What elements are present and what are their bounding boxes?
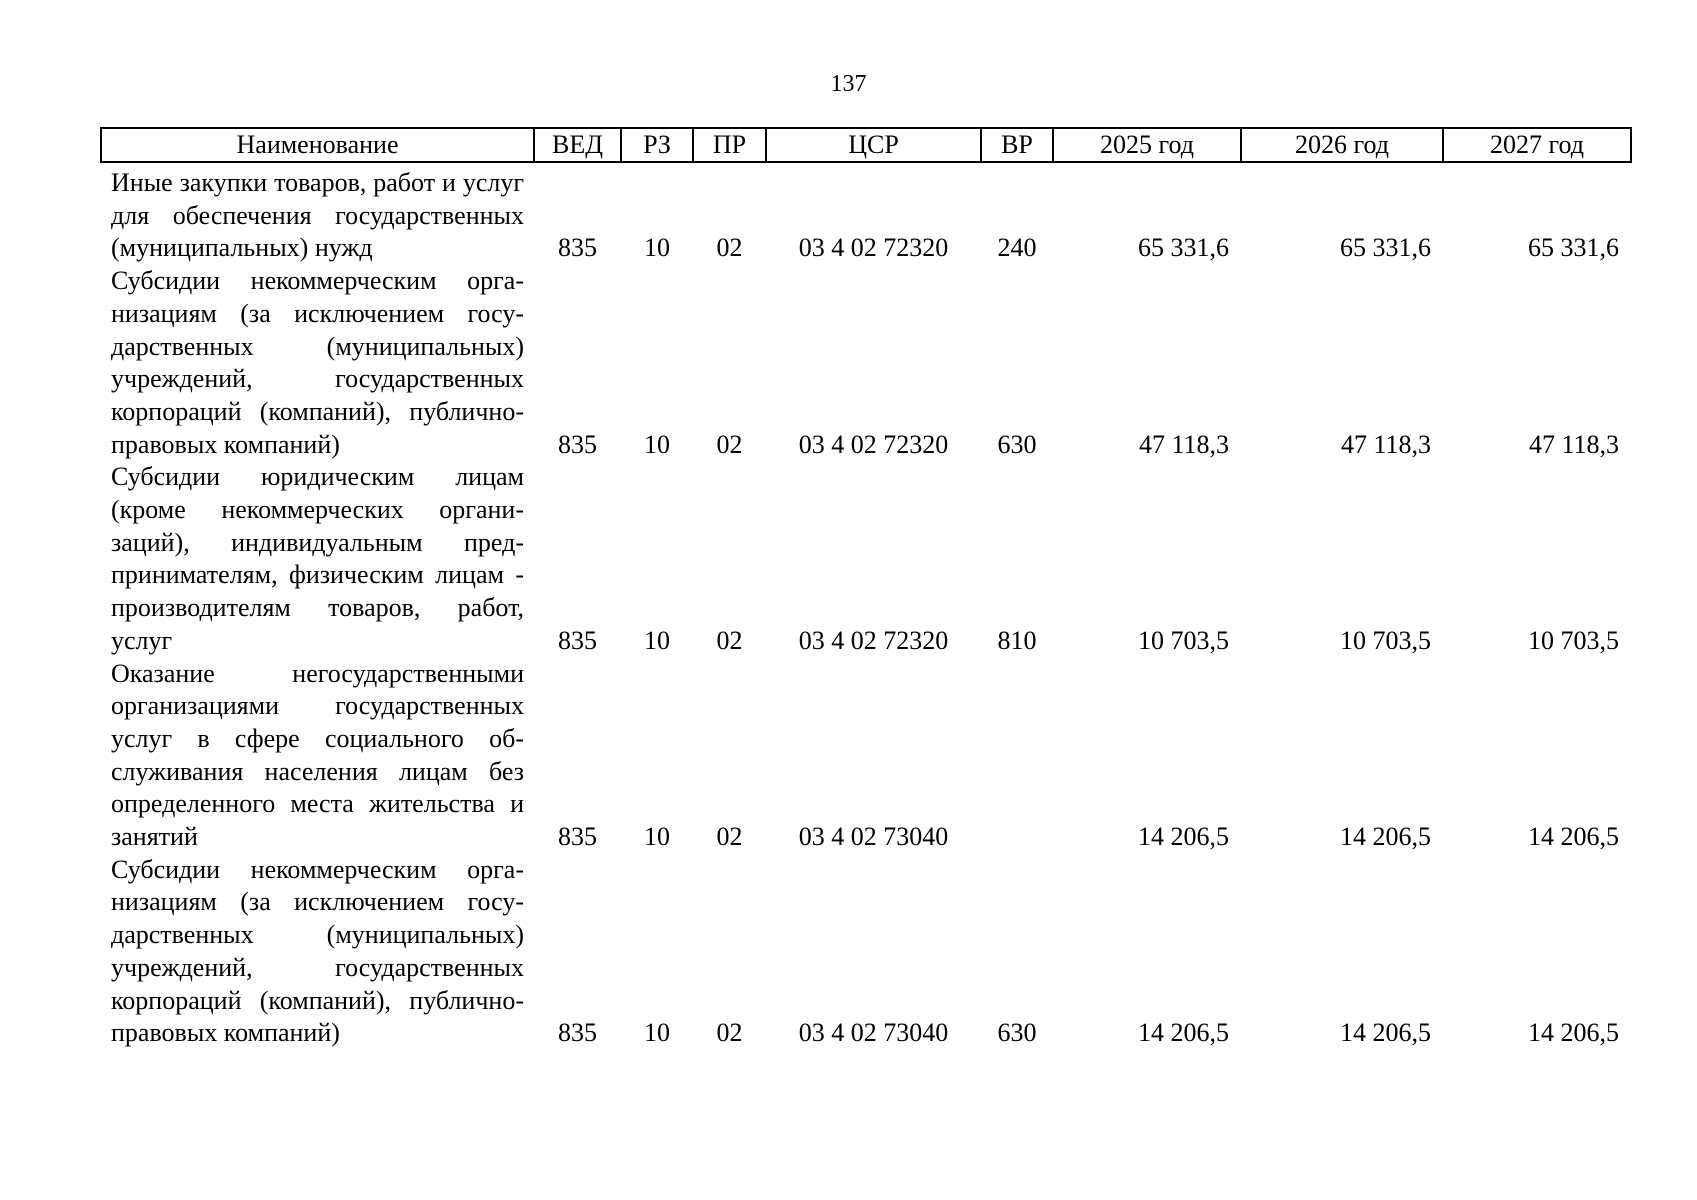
cell-2027: 14 206,5 bbox=[1528, 822, 1619, 852]
cell-2026: 10 703,5 bbox=[1340, 625, 1431, 655]
table-row bbox=[101, 854, 1631, 1050]
cell-name: Иные закупки товаров, работ и услуг для обеспечения государственных (муниципальных) нужд bbox=[111, 168, 524, 263]
budget-table bbox=[100, 127, 1632, 1050]
cell-2025: 14 206,5 bbox=[1138, 1018, 1229, 1048]
cell-2027: 47 118,3 bbox=[1528, 429, 1619, 459]
cell-csr: 03 4 02 72320 bbox=[798, 429, 949, 459]
table-row bbox=[101, 265, 1631, 461]
page-number: 137 bbox=[830, 71, 867, 97]
header-rz: РЗ bbox=[621, 128, 693, 162]
header-pr: ПР bbox=[693, 128, 766, 162]
cell-2027: 65 331,6 bbox=[1528, 233, 1619, 263]
cell-vr: 630 bbox=[997, 1018, 1037, 1048]
cell-2026: 47 118,3 bbox=[1340, 429, 1431, 459]
table-row bbox=[101, 461, 1631, 657]
cell-2025: 14 206,5 bbox=[1138, 822, 1229, 852]
header-2027: 2027 год bbox=[1443, 128, 1631, 162]
cell-2027: 14 206,5 bbox=[1528, 1018, 1619, 1048]
table-row bbox=[101, 658, 1631, 854]
cell-name: Субсидии некоммерческим организациям (за исключением государственных (муниципальных) учреждений, государственных корпораций (компаний), публично-правовых компаний) bbox=[111, 266, 524, 459]
header-2026: 2026 год bbox=[1241, 128, 1443, 162]
cell-rz: 10 bbox=[644, 233, 670, 263]
cell-ved: 835 bbox=[558, 429, 597, 459]
cell-2026: 14 206,5 bbox=[1340, 822, 1431, 852]
cell-name: Оказание негосударственными организациями государственных услуг в сфере социального обслуживания населения лицам без определенного места жительства и занятий bbox=[111, 658, 524, 852]
cell-ved: 835 bbox=[558, 822, 597, 852]
cell-csr: 03 4 02 73040 bbox=[798, 1018, 949, 1048]
cell-ved: 835 bbox=[558, 625, 597, 655]
cell-rz: 10 bbox=[644, 1018, 670, 1048]
cell-pr: 02 bbox=[716, 822, 743, 852]
cell-csr: 03 4 02 72320 bbox=[798, 233, 949, 263]
cell-2025: 10 703,5 bbox=[1138, 625, 1229, 655]
cell-rz: 10 bbox=[644, 429, 670, 459]
table-row bbox=[101, 162, 1631, 265]
cell-vr: 630 bbox=[997, 429, 1037, 459]
cell-ved: 835 bbox=[558, 1018, 597, 1048]
cell-vr bbox=[981, 658, 1053, 854]
header-name: Наименование bbox=[101, 128, 534, 162]
cell-pr: 02 bbox=[716, 625, 743, 655]
cell-csr: 03 4 02 72320 bbox=[798, 625, 949, 655]
cell-pr: 02 bbox=[716, 429, 743, 459]
table-header-row bbox=[101, 128, 1631, 162]
cell-csr: 03 4 02 73040 bbox=[798, 822, 949, 852]
cell-2026: 65 331,6 bbox=[1340, 233, 1431, 263]
cell-name: Субсидии некоммерческим организациям (за исключением государственных (муниципальных) учреждений, государственных корпораций (компаний), публично-правовых компаний) bbox=[111, 854, 524, 1048]
cell-name: Субсидии юридическим лицам (кроме некоммерческих организаций), индивидуальным предпринимателям, физическим лицам - производителям товаров, работ, услуг bbox=[111, 462, 524, 655]
cell-pr: 02 bbox=[716, 233, 743, 263]
header-csr: ЦСР bbox=[766, 128, 981, 162]
header-ved: ВЕД bbox=[534, 128, 621, 162]
header-vr: ВР bbox=[981, 128, 1053, 162]
header-2025: 2025 год bbox=[1053, 128, 1241, 162]
cell-ved: 835 bbox=[558, 233, 597, 263]
cell-rz: 10 bbox=[644, 625, 670, 655]
cell-vr: 810 bbox=[997, 625, 1037, 655]
cell-2026: 14 206,5 bbox=[1340, 1018, 1431, 1048]
cell-2027: 10 703,5 bbox=[1528, 625, 1619, 655]
cell-2025: 47 118,3 bbox=[1138, 429, 1229, 459]
cell-2025: 65 331,6 bbox=[1138, 233, 1229, 263]
cell-vr: 240 bbox=[997, 233, 1037, 263]
cell-rz: 10 bbox=[644, 822, 670, 852]
cell-pr: 02 bbox=[716, 1018, 743, 1048]
